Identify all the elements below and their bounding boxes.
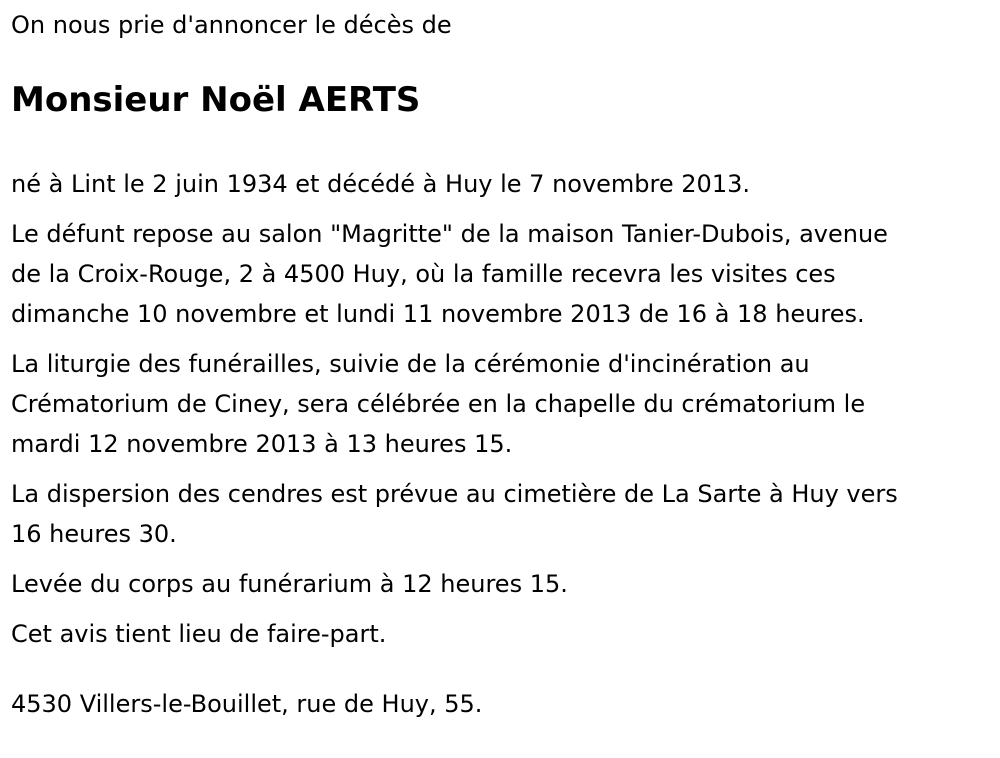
birth-death-paragraph — [11, 164, 996, 204]
text-line: Le défunt repose au salon "Magritte" de la maison Tanier-Dubois, avenue — [11, 220, 888, 248]
notice-intro: On nous prie d'annoncer le décès de — [11, 11, 452, 39]
text-line: mardi 12 novembre 2013 à 13 heures 15. — [11, 430, 513, 458]
text-line: 16 heures 30. — [11, 520, 177, 548]
text-line: de la Croix-Rouge, 2 à 4500 Huy, où la famille recevra les visites ces — [11, 260, 836, 288]
deceased-name: Monsieur Noël AERTS — [11, 80, 421, 120]
notice-body — [11, 164, 996, 654]
family-address: 4530 Villers-le-Bouillet, rue de Huy, 55. — [11, 690, 483, 718]
text-line: né à Lint le 2 juin 1934 et décédé à Huy le 7 novembre 2013. — [11, 170, 750, 198]
text-line: Crématorium de Ciney, sera célébrée en la chapelle du crématorium le — [11, 390, 866, 418]
announcement-paragraph — [11, 614, 996, 654]
funeral-paragraph — [11, 344, 996, 464]
death-notice — [11, 8, 996, 724]
text-line: dimanche 10 novembre et lundi 11 novembre 2013 de 16 à 18 heures. — [11, 300, 865, 328]
text-line: Cet avis tient lieu de faire-part. — [11, 620, 387, 648]
text-line: Levée du corps au funérarium à 12 heures 15. — [11, 570, 568, 598]
visitation-paragraph — [11, 214, 996, 334]
body-removal-paragraph — [11, 564, 996, 604]
text-line: La dispersion des cendres est prévue au cimetière de La Sarte à Huy vers — [11, 480, 898, 508]
text-line: La liturgie des funérailles, suivie de la cérémonie d'incinération au — [11, 350, 810, 378]
ash-dispersion-paragraph — [11, 474, 996, 554]
